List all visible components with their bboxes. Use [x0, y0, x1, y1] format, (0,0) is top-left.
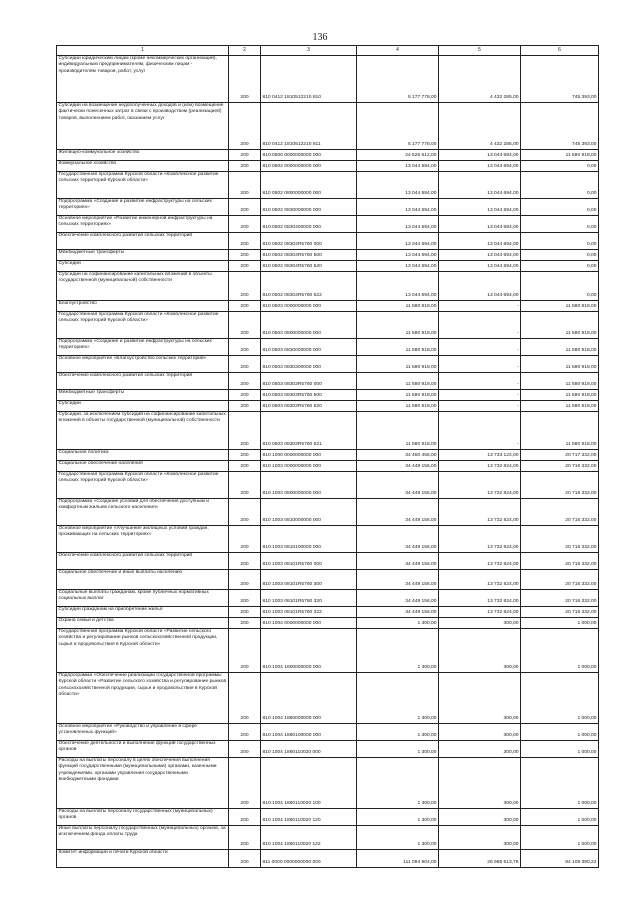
row-approved-cell: 13 044 694,00 [357, 160, 439, 171]
row-line-code-cell: 200 [229, 740, 261, 757]
row-approved-cell: 1 300,00 [357, 672, 439, 723]
row-executed-cell: 300,00 [439, 757, 521, 808]
row-executed-cell: 26 985 513,78 [439, 849, 521, 867]
row-line-code-cell: 200 [229, 411, 261, 449]
row-executed-cell: 4 432 285,00 [439, 55, 521, 102]
table-row [57, 160, 599, 171]
row-name-cell: Подпрограмма «Создание условий для обеспечения доступным и комфортным жильем сельского населения» [57, 498, 229, 525]
row-executed-cell: - [439, 400, 521, 411]
row-approved-cell: 34 449 156,00 [357, 525, 439, 552]
row-unexecuted-cell: 1 000,00 [521, 628, 599, 672]
table-row [57, 849, 599, 867]
row-line-code-cell: 200 [229, 300, 261, 311]
row-unexecuted-cell: 745 393,00 [521, 102, 599, 149]
row-name-cell: Коммунальное хозяйство [57, 160, 229, 171]
row-name-cell: Государственная программа Курской области «Развитие сельского хозяйства и регулирование рынков сельскохозяйственной продукции, сырья и продовольствия в Курской области» [57, 628, 229, 672]
table-row [57, 411, 599, 449]
row-approved-cell: 1 300,00 [357, 740, 439, 757]
table-row [57, 552, 599, 569]
row-budget-code-cell: 810 0502 0000000000 000 [261, 160, 357, 171]
row-line-code-cell: 200 [229, 355, 261, 372]
row-budget-code-cell: 810 1004 1860110020 000 [261, 740, 357, 757]
row-executed-cell: - [439, 411, 521, 449]
row-executed-cell: - [439, 338, 521, 355]
row-approved-cell: 13 044 694,00 [357, 249, 439, 260]
row-line-code-cell: 200 [229, 311, 261, 338]
row-unexecuted-cell: 0,00 [521, 171, 599, 198]
table-row [57, 271, 599, 300]
table-row [57, 628, 599, 672]
row-line-code-cell: 200 [229, 171, 261, 198]
row-executed-cell: 300,00 [439, 740, 521, 757]
row-executed-cell: 13 044 694,00 [439, 260, 521, 271]
row-unexecuted-cell: 11 580 918,00 [521, 149, 599, 160]
row-line-code-cell: 200 [229, 672, 261, 723]
row-line-code-cell: 200 [229, 471, 261, 498]
row-approved-cell: 11 580 918,00 [357, 372, 439, 389]
row-unexecuted-cell: 11 580 918,00 [521, 355, 599, 372]
row-unexecuted-cell: 20 716 332,00 [521, 525, 599, 552]
row-line-code-cell: 200 [229, 569, 261, 589]
table-row [57, 808, 599, 825]
row-name-cell: Социальное обеспечение населения [57, 460, 229, 471]
row-line-code-cell: 200 [229, 757, 261, 808]
table-row [57, 389, 599, 400]
row-approved-cell: 11 580 918,00 [357, 389, 439, 400]
table-row [57, 617, 599, 628]
row-executed-cell: 13 044 694,00 [439, 249, 521, 260]
row-line-code-cell: 200 [229, 628, 261, 672]
row-executed-cell: 13 732 824,00 [439, 525, 521, 552]
table-row [57, 338, 599, 355]
row-executed-cell: 300,00 [439, 723, 521, 740]
row-budget-code-cell: 810 1004 0000000000 000 [261, 617, 357, 628]
row-line-code-cell: 200 [229, 149, 261, 160]
row-unexecuted-cell: 20 716 332,00 [521, 606, 599, 617]
row-name-cell: Основное мероприятие «Развитие инженерной инфраструктуры на сельских территориях» [57, 215, 229, 232]
row-name-cell: Межбюджетные трансферты [57, 249, 229, 260]
row-approved-cell: 34 449 156,00 [357, 552, 439, 569]
page-number: 136 [312, 32, 328, 43]
row-approved-cell: 5 177 778,00 [357, 102, 439, 149]
row-executed-cell: 13 732 824,00 [439, 498, 521, 525]
row-budget-code-cell: 810 1004 1860110020 100 [261, 757, 357, 808]
row-executed-cell: 13 732 824,00 [439, 569, 521, 589]
row-line-code-cell: 200 [229, 825, 261, 849]
table-row [57, 589, 599, 606]
row-line-code-cell: 200 [229, 55, 261, 102]
table-row [57, 825, 599, 849]
row-unexecuted-cell: 0,00 [521, 160, 599, 171]
table-row [57, 171, 599, 198]
row-name-cell: Обеспечение деятельности и выполнение функций государственных органов [57, 740, 229, 757]
row-name-cell: Государственная программа Курской области «Комплексное развитие сельских территорий Курской области» [57, 171, 229, 198]
table-row [57, 757, 599, 808]
row-name-cell: Основное мероприятие «Улучшение жилищных условий граждан, проживающих на сельских территориях» [57, 525, 229, 552]
row-approved-cell: 34 449 156,00 [357, 606, 439, 617]
row-line-code-cell: 200 [229, 723, 261, 740]
row-approved-cell: 34 449 156,00 [357, 589, 439, 606]
row-budget-code-cell: 810 1003 0810100000 000 [261, 525, 357, 552]
row-approved-cell: 11 580 918,00 [357, 411, 439, 449]
row-budget-code-cell: 810 0502 0800000000 000 [261, 171, 357, 198]
table-row [57, 300, 599, 311]
row-approved-cell: 1 300,00 [357, 723, 439, 740]
row-approved-cell: 1 300,00 [357, 757, 439, 808]
row-line-code-cell: 200 [229, 617, 261, 628]
row-approved-cell: 13 044 694,00 [357, 171, 439, 198]
row-executed-cell: 300,00 [439, 672, 521, 723]
row-budget-code-cell: 810 0502 08304R5760 500 [261, 249, 357, 260]
row-approved-cell: 1 300,00 [357, 628, 439, 672]
row-budget-code-cell: 810 1004 1860110020 122 [261, 825, 357, 849]
row-budget-code-cell: 810 1003 0810000000 000 [261, 498, 357, 525]
table-row [57, 372, 599, 389]
table-row [57, 569, 599, 589]
row-approved-cell: 11 580 918,00 [357, 311, 439, 338]
table-row [57, 471, 599, 498]
row-unexecuted-cell: 0,00 [521, 260, 599, 271]
row-name-cell: Субсидии на возмещение недополученных доходов и (или) возмещение фактически понесенных затрат в связи с производством (реализацией) товаров, выполнением работ, оказанием услуг [57, 102, 229, 149]
row-unexecuted-cell: 20 716 332,00 [521, 589, 599, 606]
row-line-code-cell: 200 [229, 552, 261, 569]
row-budget-code-cell: 810 0503 08303R5760 000 [261, 372, 357, 389]
table-row [57, 498, 599, 525]
row-approved-cell: 13 044 694,00 [357, 215, 439, 232]
row-executed-cell: 13 044 694,00 [439, 232, 521, 249]
row-executed-cell: 300,00 [439, 628, 521, 672]
row-budget-code-cell: 810 0502 08304R5760 000 [261, 232, 357, 249]
row-unexecuted-cell: 20 716 332,00 [521, 498, 599, 525]
row-unexecuted-cell: 11 580 918,00 [521, 300, 599, 311]
row-executed-cell: 13 044 694,00 [439, 171, 521, 198]
row-budget-code-cell: 810 0503 0830300000 000 [261, 355, 357, 372]
table-row [57, 449, 599, 460]
row-budget-code-cell: 810 1003 08101R5760 000 [261, 552, 357, 569]
row-unexecuted-cell: 1 000,00 [521, 740, 599, 757]
row-executed-cell: 300,00 [439, 808, 521, 825]
table-header-row [57, 46, 599, 56]
row-name-cell: Субсидии юридическим лицам (кроме некоммерческих организаций), индивидуальным предпринимателям, физическим лицам - производителям товаров, работ, услуг [57, 55, 229, 102]
row-budget-code-cell: 810 0503 0800000000 000 [261, 311, 357, 338]
row-executed-cell: 13 732 824,00 [439, 606, 521, 617]
row-name-cell: Социальные выплаты гражданам, кроме публичных нормативных социальных выплат [57, 589, 229, 606]
row-budget-code-cell: 810 0503 0000000000 000 [261, 300, 357, 311]
header-cell: 4 [357, 46, 439, 56]
row-budget-code-cell: 810 0412 1810512210 810 [261, 55, 357, 102]
budget-table [56, 45, 599, 868]
row-unexecuted-cell: 20 716 332,00 [521, 569, 599, 589]
row-line-code-cell: 200 [229, 589, 261, 606]
row-budget-code-cell: 810 0502 08304R5760 522 [261, 271, 357, 300]
row-approved-cell: 34 449 156,00 [357, 460, 439, 471]
row-line-code-cell: 200 [229, 372, 261, 389]
row-budget-code-cell: 810 1003 08101R5760 322 [261, 606, 357, 617]
row-name-cell: Субсидии на софинансирование капитальных вложений в объекты государственной (муниципальной) собственности [57, 271, 229, 300]
row-approved-cell: 34 449 156,00 [357, 498, 439, 525]
row-unexecuted-cell: 0,00 [521, 215, 599, 232]
row-line-code-cell: 200 [229, 808, 261, 825]
row-budget-code-cell: 811 0000 0000000000 000 [261, 849, 357, 867]
row-unexecuted-cell: 1 000,00 [521, 617, 599, 628]
row-approved-cell: 34 449 156,00 [357, 569, 439, 589]
row-approved-cell: 34 450 456,00 [357, 449, 439, 460]
table-row [57, 460, 599, 471]
row-budget-code-cell: 810 0412 1810512210 811 [261, 102, 357, 149]
row-executed-cell: 13 044 694,00 [439, 215, 521, 232]
row-executed-cell: 13 732 824,00 [439, 460, 521, 471]
row-budget-code-cell: 810 0502 0830400000 000 [261, 215, 357, 232]
row-unexecuted-cell: 84 109 390,22 [521, 849, 599, 867]
table-row [57, 198, 599, 215]
row-name-cell: Государственная программа Курской области «Комплексное развитие сельских территорий Курской области» [57, 471, 229, 498]
row-name-cell: Иные выплаты персоналу государственных (муниципальных) органов, за исключением фонда оплаты труда [57, 825, 229, 849]
row-unexecuted-cell: 0,00 [521, 249, 599, 260]
row-approved-cell: 13 044 694,00 [357, 260, 439, 271]
table-row [57, 249, 599, 260]
header-cell: 2 [229, 46, 261, 56]
header-cell: 1 [57, 46, 229, 56]
row-name-cell: Комитет информации и печати Курской области [57, 849, 229, 867]
row-approved-cell: 13 044 694,00 [357, 271, 439, 300]
row-approved-cell: 11 580 918,00 [357, 400, 439, 411]
header-cell: 3 [261, 46, 357, 56]
row-approved-cell: 5 177 778,00 [357, 55, 439, 102]
row-budget-code-cell: 810 1004 1860100000 000 [261, 723, 357, 740]
row-line-code-cell: 200 [229, 606, 261, 617]
row-executed-cell: 13 732 824,00 [439, 552, 521, 569]
row-approved-cell: 11 580 918,00 [357, 300, 439, 311]
row-name-cell: Социальное обеспечение и иные выплаты населению [57, 569, 229, 589]
row-line-code-cell: 200 [229, 271, 261, 300]
row-name-cell: Межбюджетные трансферты [57, 389, 229, 400]
row-line-code-cell: 200 [229, 338, 261, 355]
row-budget-code-cell: 810 1003 0800000000 000 [261, 471, 357, 498]
row-budget-code-cell: 810 1003 08101R5760 300 [261, 569, 357, 589]
row-unexecuted-cell: 20 716 332,00 [521, 552, 599, 569]
row-executed-cell: - [439, 300, 521, 311]
table-row [57, 232, 599, 249]
row-unexecuted-cell: 1 000,00 [521, 672, 599, 723]
row-line-code-cell: 200 [229, 249, 261, 260]
row-executed-cell: 13 044 694,00 [439, 149, 521, 160]
row-approved-cell: 11 580 918,00 [357, 355, 439, 372]
table-row [57, 740, 599, 757]
row-budget-code-cell: 810 1003 08101R5760 320 [261, 589, 357, 606]
row-executed-cell: 13 732 824,00 [439, 589, 521, 606]
row-budget-code-cell: 810 1004 1860110020 120 [261, 808, 357, 825]
row-executed-cell: 13 044 694,00 [439, 271, 521, 300]
row-unexecuted-cell: 20 716 332,00 [521, 471, 599, 498]
row-name-cell: Основное мероприятие «Благоустройство сельских территорий» [57, 355, 229, 372]
table-row [57, 355, 599, 372]
table-row [57, 400, 599, 411]
row-line-code-cell: 200 [229, 525, 261, 552]
row-line-code-cell: 200 [229, 260, 261, 271]
row-approved-cell: 1 300,00 [357, 808, 439, 825]
row-line-code-cell: 200 [229, 389, 261, 400]
row-name-cell: Расходы на выплаты персоналу государственных (муниципальных) органов [57, 808, 229, 825]
row-name-cell: Государственная программа Курской области «Комплексное развитие сельских территорий Курской области» [57, 311, 229, 338]
row-line-code-cell: 200 [229, 232, 261, 249]
row-executed-cell: 13 733 124,00 [439, 449, 521, 460]
row-name-cell: Подпрограмма «Обеспечение реализации государственной программы Курской области «Развитие сельского хозяйства и регулирование рынков сельскохозяйственной продукции, сырья и продовольствия в Курской области» [57, 672, 229, 723]
row-approved-cell: 11 580 918,00 [357, 338, 439, 355]
table-row [57, 311, 599, 338]
row-unexecuted-cell: 0,00 [521, 232, 599, 249]
row-unexecuted-cell: 11 580 918,00 [521, 389, 599, 400]
row-executed-cell: 300,00 [439, 617, 521, 628]
row-name-cell: Обеспечение комплексного развития сельских территорий [57, 552, 229, 569]
row-name-cell: Субсидии, за исключением субсидий на софинансирование капитальных вложений в объекты государственной (муниципальной) собственности [57, 411, 229, 449]
row-line-code-cell: 200 [229, 215, 261, 232]
row-budget-code-cell: 810 1004 1800000000 000 [261, 628, 357, 672]
row-executed-cell: - [439, 311, 521, 338]
row-budget-code-cell: 810 0502 0830000000 000 [261, 198, 357, 215]
table-row [57, 149, 599, 160]
row-name-cell: Субсидии гражданам на приобретение жилья [57, 606, 229, 617]
row-name-cell: Обеспечение комплексного развития сельских территорий [57, 232, 229, 249]
table-row [57, 215, 599, 232]
row-name-cell: Субсидии [57, 400, 229, 411]
header-cell: 5 [439, 46, 521, 56]
row-approved-cell: 24 625 612,00 [357, 149, 439, 160]
row-name-cell: Социальная политика [57, 449, 229, 460]
row-name-cell: Жилищно-коммунальное хозяйство [57, 149, 229, 160]
row-budget-code-cell: 810 0503 0830000000 000 [261, 338, 357, 355]
table-row [57, 723, 599, 740]
row-unexecuted-cell: 11 580 918,00 [521, 338, 599, 355]
row-name-cell: Расходы на выплаты персоналу в целях обеспечения выполнения функций государственными (муниципальными) органами, казенными учреждениями, органами управления государственными внебюджетными фондами [57, 757, 229, 808]
row-line-code-cell: 200 [229, 198, 261, 215]
row-budget-code-cell: 810 0503 08303R5760 500 [261, 389, 357, 400]
row-budget-code-cell: 810 1000 0000000000 000 [261, 449, 357, 460]
row-budget-code-cell: 810 0503 08303R5760 520 [261, 400, 357, 411]
table-row [57, 102, 599, 149]
row-unexecuted-cell: 1 000,00 [521, 723, 599, 740]
row-executed-cell: - [439, 355, 521, 372]
row-executed-cell: 13 732 824,00 [439, 471, 521, 498]
row-executed-cell: 300,00 [439, 825, 521, 849]
row-line-code-cell: 200 [229, 849, 261, 867]
row-unexecuted-cell: 1 000,00 [521, 757, 599, 808]
row-executed-cell: - [439, 389, 521, 400]
table-row [57, 672, 599, 723]
row-line-code-cell: 200 [229, 449, 261, 460]
row-unexecuted-cell: 20 717 332,00 [521, 449, 599, 460]
table-row [57, 606, 599, 617]
row-budget-code-cell: 810 1004 1860000000 000 [261, 672, 357, 723]
row-unexecuted-cell: 11 580 918,00 [521, 400, 599, 411]
row-unexecuted-cell: 11 580 918,00 [521, 372, 599, 389]
row-budget-code-cell: 810 1003 0000000000 000 [261, 460, 357, 471]
row-name-cell: Обеспечение комплексного развития сельских территорий [57, 372, 229, 389]
row-unexecuted-cell: 0,00 [521, 271, 599, 300]
row-approved-cell: 13 044 694,00 [357, 198, 439, 215]
row-approved-cell: 1 300,00 [357, 825, 439, 849]
row-name-cell: Подпрограмма «Создание и развитие инфраструктуры на сельских территориях» [57, 338, 229, 355]
row-unexecuted-cell: 1 000,00 [521, 808, 599, 825]
row-name-cell: Основное мероприятие «Руководство и управление в сфере установленных функций» [57, 723, 229, 740]
row-unexecuted-cell: 11 580 918,00 [521, 311, 599, 338]
row-executed-cell: 13 044 694,00 [439, 198, 521, 215]
row-budget-code-cell: 810 0500 0000000000 000 [261, 149, 357, 160]
header-cell: 6 [521, 46, 599, 56]
row-approved-cell: 111 094 904,00 [357, 849, 439, 867]
row-unexecuted-cell: 0,00 [521, 198, 599, 215]
table-row [57, 525, 599, 552]
row-line-code-cell: 200 [229, 160, 261, 171]
row-executed-cell: 4 432 285,00 [439, 102, 521, 149]
row-unexecuted-cell: 11 580 918,00 [521, 411, 599, 449]
row-approved-cell: 1 300,00 [357, 617, 439, 628]
row-executed-cell: 13 044 694,00 [439, 160, 521, 171]
row-approved-cell: 34 449 156,00 [357, 471, 439, 498]
table-row [57, 260, 599, 271]
row-unexecuted-cell: 745 393,00 [521, 55, 599, 102]
row-unexecuted-cell: 20 716 332,00 [521, 460, 599, 471]
row-line-code-cell: 200 [229, 102, 261, 149]
row-budget-code-cell: 810 0502 08304R5760 520 [261, 260, 357, 271]
row-unexecuted-cell: 1 000,00 [521, 825, 599, 849]
row-name-cell: Субсидии [57, 260, 229, 271]
row-name-cell: Охрана семьи и детства [57, 617, 229, 628]
row-line-code-cell: 200 [229, 400, 261, 411]
row-name-cell: Подпрограмма «Создание и развитие инфраструктуры на сельских территориях» [57, 198, 229, 215]
row-line-code-cell: 200 [229, 498, 261, 525]
table-row [57, 55, 599, 102]
row-line-code-cell: 200 [229, 460, 261, 471]
row-approved-cell: 13 044 694,00 [357, 232, 439, 249]
row-executed-cell: - [439, 372, 521, 389]
row-name-cell: Благоустройство [57, 300, 229, 311]
row-budget-code-cell: 810 0503 08303R5760 521 [261, 411, 357, 449]
